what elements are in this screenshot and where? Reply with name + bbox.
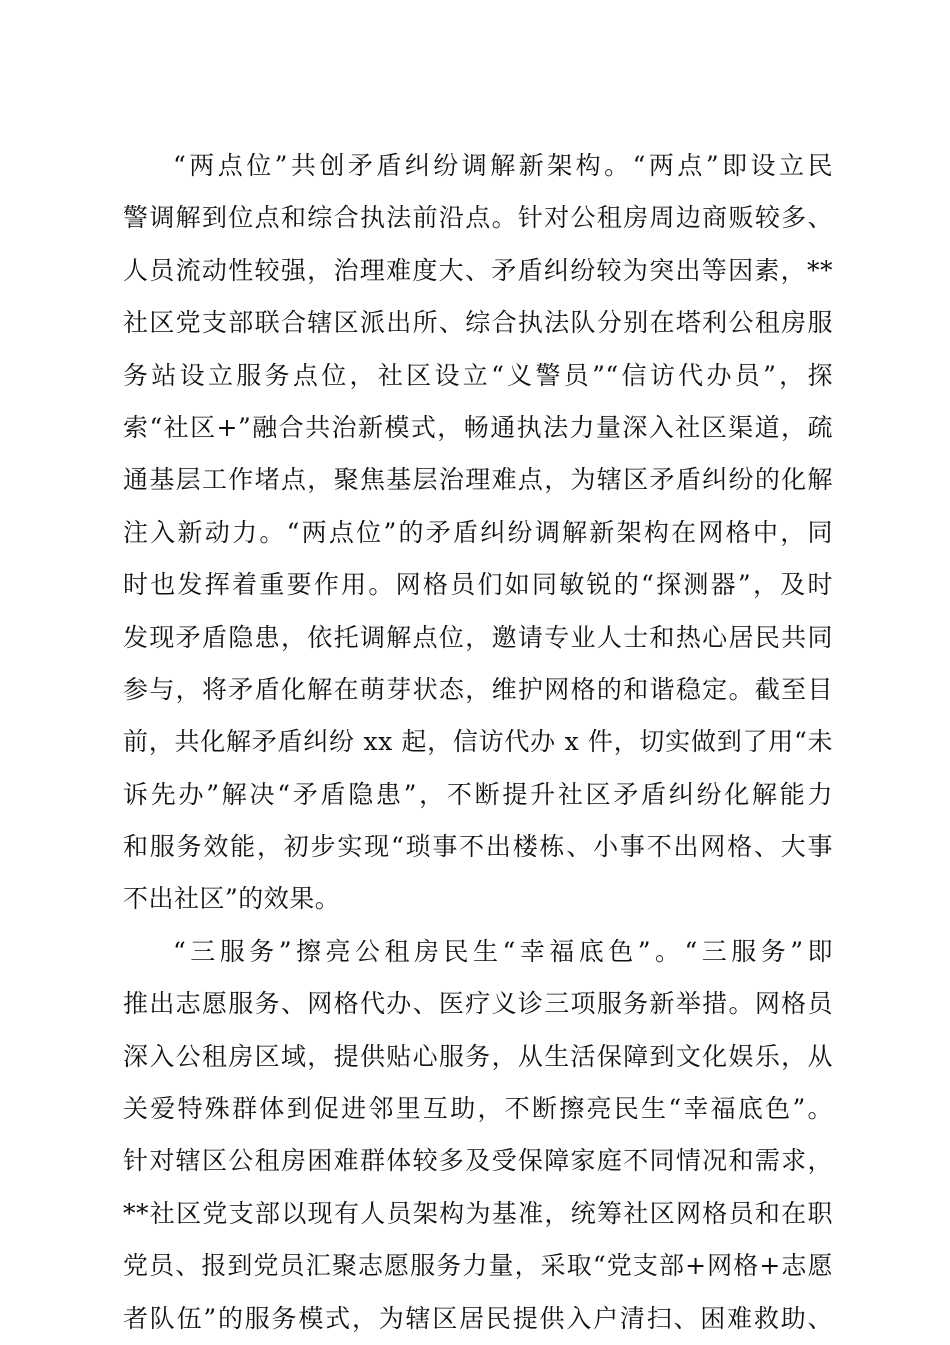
text-line: “三服务”擦亮公租房民生“幸福底色”。“三服务”即 — [173, 936, 833, 966]
text-line: 针对辖区公租房困难群体较多及受保障家庭不同情况和需求， — [123, 1146, 833, 1176]
text-line: 前，共化解矛盾纠纷 xx 起，信访代办 x 件，切实做到了用“未 — [123, 727, 833, 757]
text-line: 诉先办”解决“矛盾隐患”，不断提升社区矛盾纠纷化解能力 — [123, 779, 833, 809]
body-text — [123, 140, 833, 1345]
text-line: 时也发挥着重要作用。网格员们如同敏锐的“探测器”，及时 — [123, 570, 833, 600]
text-line: 推出志愿服务、网格代办、医疗义诊三项服务新举措。网格员 — [123, 989, 833, 1019]
text-line: 不出社区”的效果。 — [123, 884, 341, 914]
text-line: 关爱特殊群体到促进邻里互助，不断擦亮民生“幸福底色”。 — [123, 1094, 833, 1124]
text-line: 索“社区+”融合共治新模式，畅通执法力量深入社区渠道，疏 — [123, 412, 833, 442]
text-line: 发现矛盾隐患，依托调解点位，邀请专业人士和热心居民共同 — [123, 622, 833, 652]
text-line: **社区党支部以现有人员架构为基准，统筹社区网格员和在职 — [123, 1198, 833, 1228]
text-line: 和服务效能，初步实现“琐事不出楼栋、小事不出网格、大事 — [123, 832, 833, 862]
text-line: 参与，将矛盾化解在萌芽状态，维护网格的和谐稳定。截至目 — [123, 674, 833, 704]
text-line: 通基层工作堵点，聚焦基层治理难点，为辖区矛盾纠纷的化解 — [123, 465, 833, 495]
text-line: 警调解到位点和综合执法前沿点。针对公租房周边商贩较多、 — [123, 203, 833, 233]
text-line: 社区党支部联合辖区派出所、综合执法队分别在塔利公租房服 — [123, 308, 833, 338]
text-line: 人员流动性较强，治理难度大、矛盾纠纷较为突出等因素，** — [123, 255, 833, 285]
text-line: 注入新动力。“两点位”的矛盾纠纷调解新架构在网格中，同 — [123, 517, 833, 547]
text-line: 深入公租房区域，提供贴心服务，从生活保障到文化娱乐，从 — [123, 1041, 833, 1071]
text-line: “两点位”共创矛盾纠纷调解新架构。“两点”即设立民 — [173, 151, 833, 180]
text-line: 党员、报到党员汇聚志愿服务力量，采取“党支部+网格+志愿 — [123, 1251, 833, 1281]
text-line: 者队伍”的服务模式，为辖区居民提供入户清扫、困难救助、 — [123, 1303, 833, 1333]
text-line: 务站设立服务点位，社区设立“义警员”“信访代办员”，探 — [123, 360, 833, 390]
